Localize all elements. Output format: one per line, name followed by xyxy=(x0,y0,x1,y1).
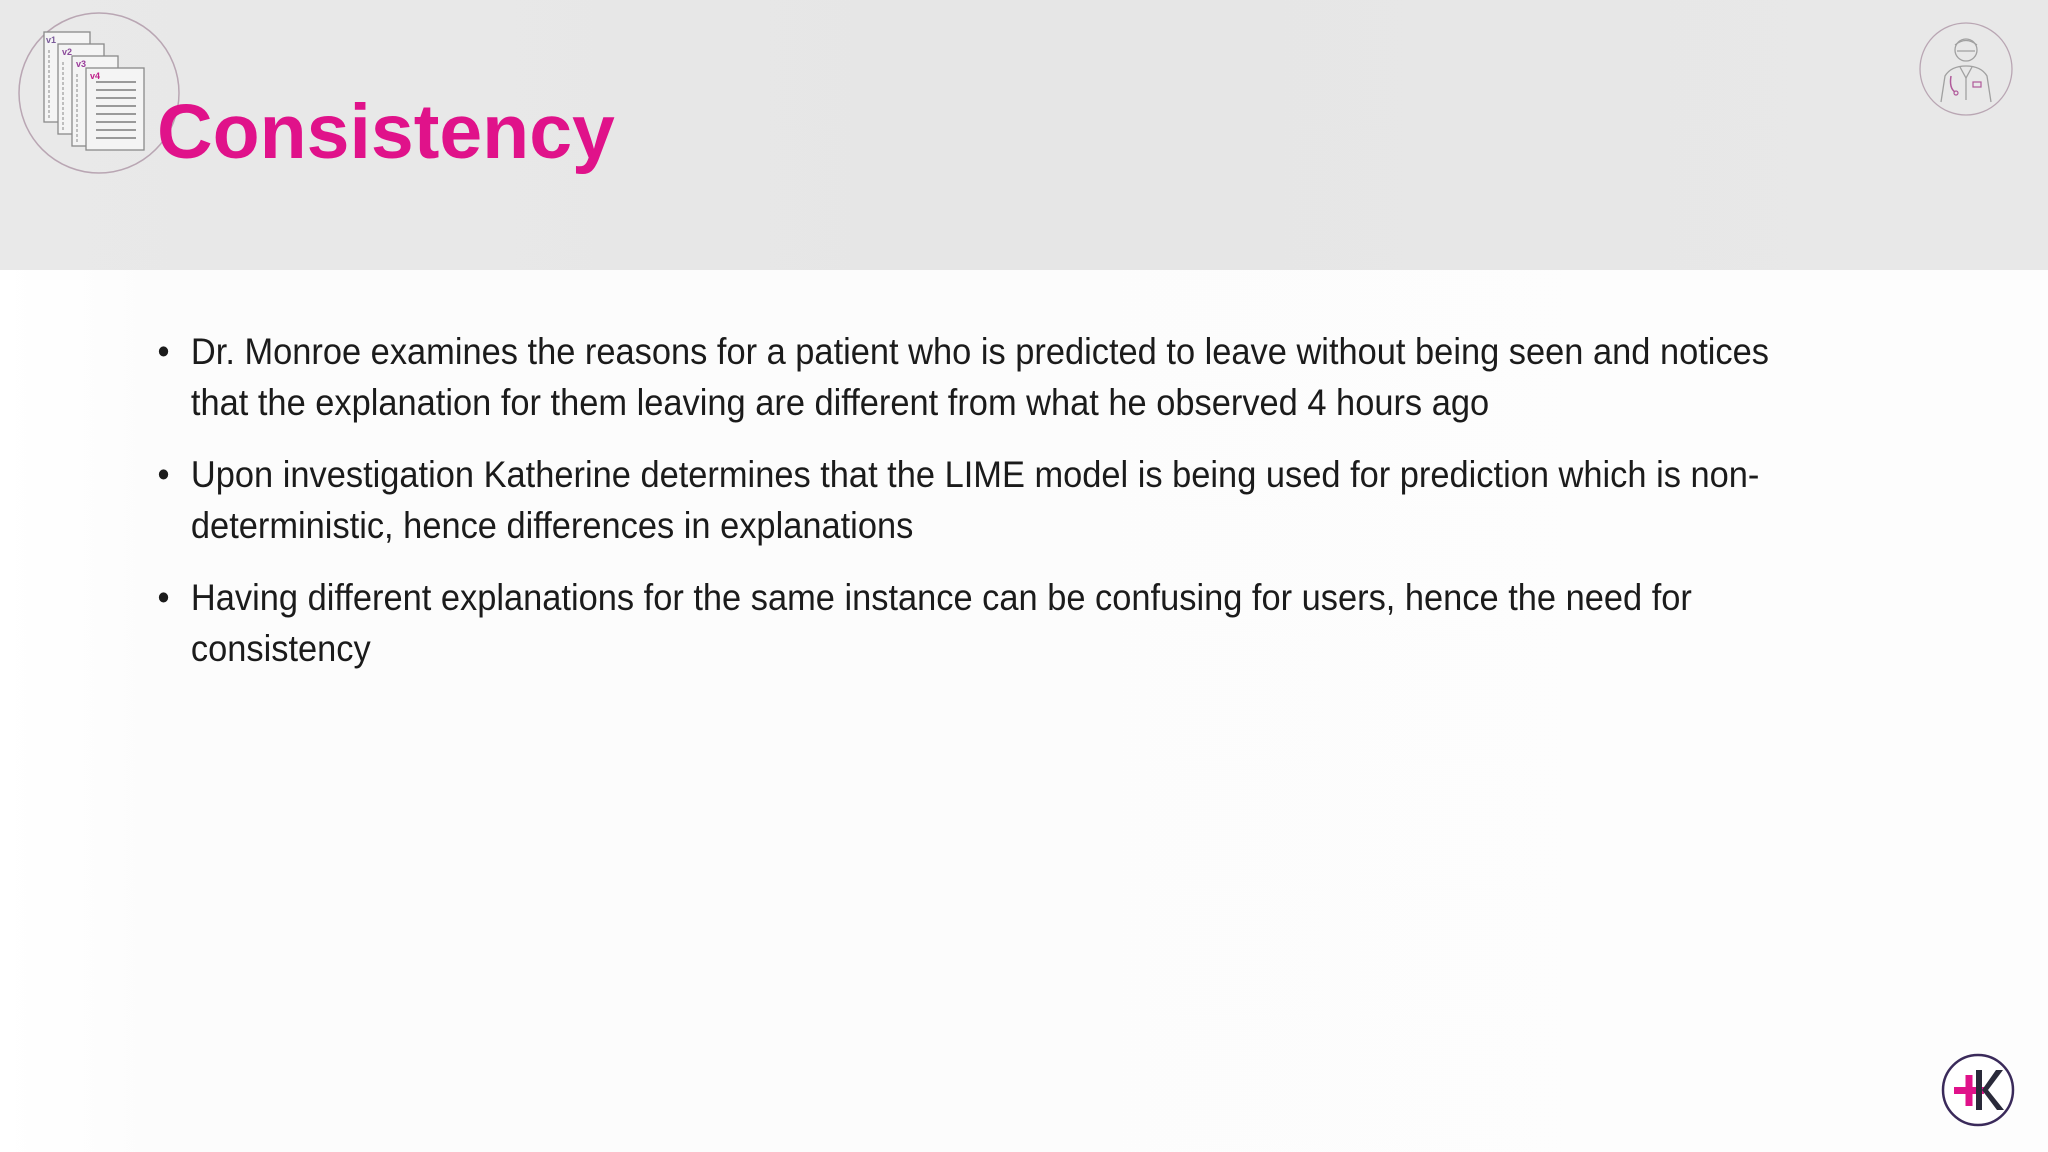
version-label: v2 xyxy=(62,47,73,57)
plus-k-logo-icon xyxy=(1940,1052,2016,1128)
bullet-item xyxy=(150,572,1787,674)
slide-title: Consistency xyxy=(157,89,615,175)
bullet-item xyxy=(150,449,1787,551)
doctor-avatar-icon xyxy=(1917,20,2015,118)
bullet-text: Dr. Monroe examines the reasons for a patient who is predicted to leave without being seen and notices that the explanation for them leaving are different from what he observed 4 hours ago xyxy=(190,331,1769,423)
bullet-marker: • xyxy=(157,454,170,495)
bullet-marker: • xyxy=(157,577,170,618)
bullet-text: Upon investigation Katherine determines that the LIME model is being used for prediction which is non-deterministic, hence differences in explanations xyxy=(190,454,1760,546)
bullet-item xyxy=(150,326,1787,428)
bullet-text: Having different explanations for the same instance can be confusing for users, hence the need for consistency xyxy=(190,577,1692,669)
bullet-marker: • xyxy=(157,331,170,372)
version-label: v4 xyxy=(90,71,101,81)
version-label: v1 xyxy=(46,35,57,45)
version-label: v3 xyxy=(76,59,87,69)
bullet-list xyxy=(150,326,1910,695)
